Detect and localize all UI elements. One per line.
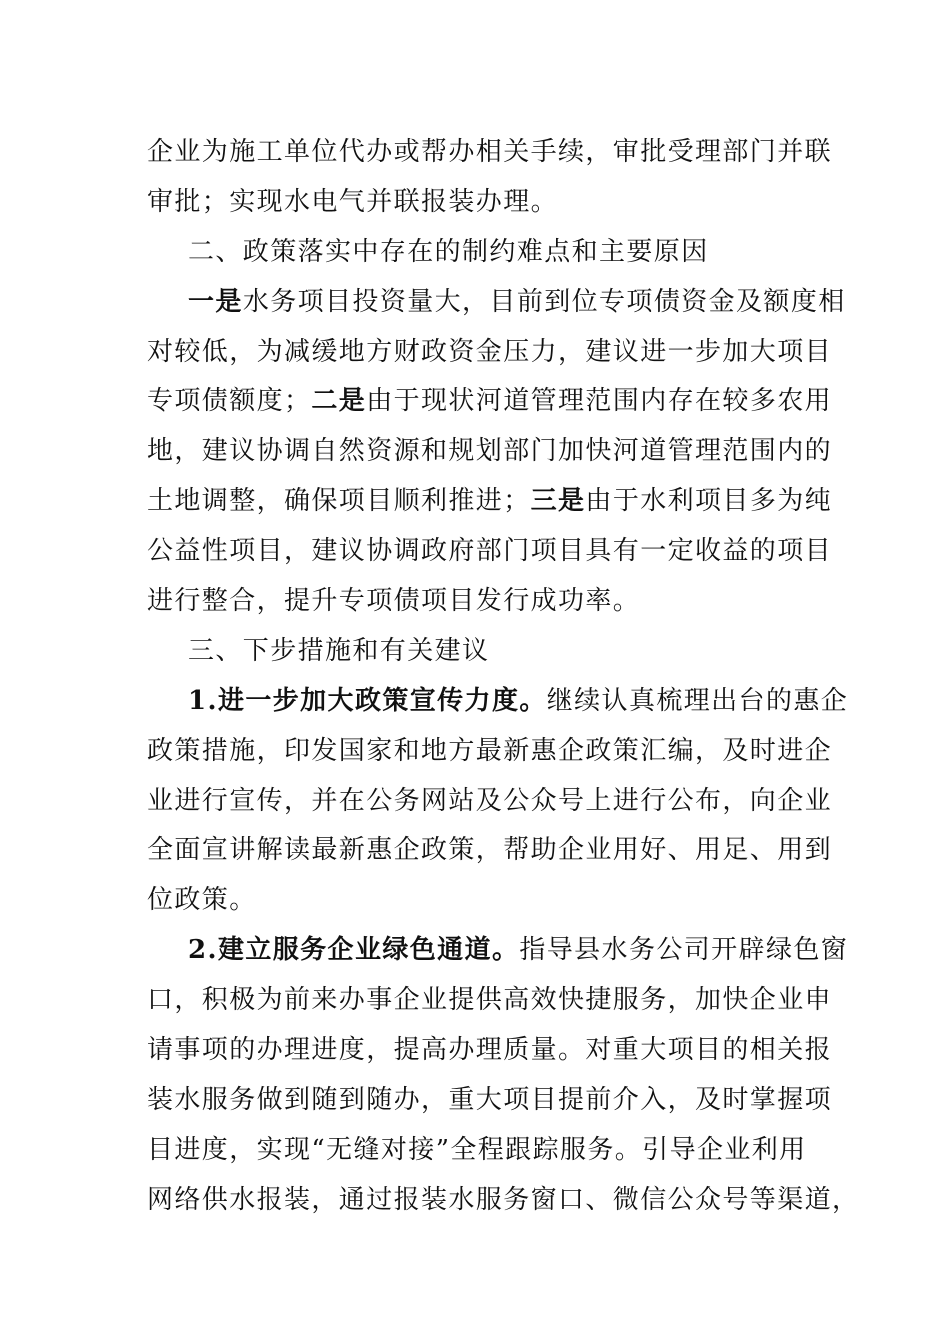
line-text: 由于现状河道管理范围内存在较多农用: [366, 386, 833, 417]
text-line: [147, 975, 833, 1025]
text-line: [147, 426, 833, 476]
text-line: [147, 227, 827, 277]
line-text: 三、下步措施和有关建议: [188, 635, 490, 666]
line-text: 企业为施工单位代办或帮办相关手续，审批受理部门并联: [147, 137, 833, 167]
text-line: [147, 127, 833, 177]
text-line: [147, 526, 833, 576]
line-text: 水务项目投资量大，目前到位专项债资金及额度相: [242, 286, 846, 317]
text-line: [147, 376, 833, 426]
line-text: 专项债额度；: [147, 386, 312, 417]
line-text: 对较低，为减缓地方财政资金压力，建议进一步加大项目: [147, 336, 833, 367]
line-text: 公益性项目，建议协调政府部门项目具有一定收益的项目: [147, 536, 833, 567]
line-text: 全面宣讲解读最新惠企政策，帮助企业用好、用足、用到: [147, 835, 833, 866]
line-text: 政策措施，印发国家和地方最新惠企政策汇编，及时进企: [147, 735, 833, 766]
line-text: 网络供水报装，通过报装水服务窗口、微信公众号等渠道，: [147, 1184, 860, 1215]
text-line: [147, 875, 827, 925]
line-text: 业进行宣传，并在公务网站及公众号上进行公布，向企业: [147, 785, 833, 816]
text-line: [147, 726, 833, 776]
bold-lead: 三是: [530, 486, 586, 517]
bold-lead: 1.进一步加大政策宣传力度。: [188, 685, 547, 716]
line-text: 口，积极为前来办事企业提供高效快捷服务，加快企业申: [147, 985, 833, 1016]
text-line: [147, 825, 833, 875]
bold-lead: 2.建立服务企业绿色通道。: [188, 935, 520, 966]
text-line: [147, 1175, 860, 1225]
text-line: [147, 626, 827, 676]
line-text: 土地调整，确保项目顺利推进；: [147, 486, 531, 517]
line-text: 目进度，实现“无缝对接”全程跟踪服务。引导企业利用: [147, 1134, 807, 1165]
line-text: 指导县水务公司开辟绿色窗: [519, 935, 849, 966]
line-text: 请事项的办理进度，提高办理质量。对重大项目的相关报: [147, 1035, 833, 1066]
line-text: 地，建议协调自然资源和规划部门加快河道管理范围内的: [147, 436, 833, 467]
text-line: [147, 676, 849, 726]
text-line: [147, 776, 833, 826]
line-text: 由于水利项目多为纯: [585, 486, 833, 517]
text-line: [147, 1075, 833, 1125]
text-line: [147, 476, 833, 526]
text-line: [147, 327, 833, 377]
document-body: [147, 127, 860, 1225]
line-text: 继续认真梳理出台的惠企: [546, 685, 849, 716]
text-line: [147, 1025, 833, 1075]
text-line: [147, 925, 849, 975]
bold-lead: 二是: [311, 386, 367, 417]
line-text: 进行整合，提升专项债项目发行成功率。: [147, 586, 641, 617]
text-line: [147, 277, 846, 327]
text-line: [147, 177, 827, 227]
line-text: 二、政策落实中存在的制约难点和主要原因: [188, 236, 709, 267]
text-line: [147, 576, 827, 626]
line-text: 装水服务做到随到随办，重大项目提前介入，及时掌握项: [147, 1084, 833, 1115]
line-text: 位政策。: [147, 885, 257, 916]
line-text: 审批；实现水电气并联报装办理。: [147, 186, 559, 217]
text-line: [147, 1125, 827, 1175]
bold-lead: 一是: [188, 286, 243, 317]
